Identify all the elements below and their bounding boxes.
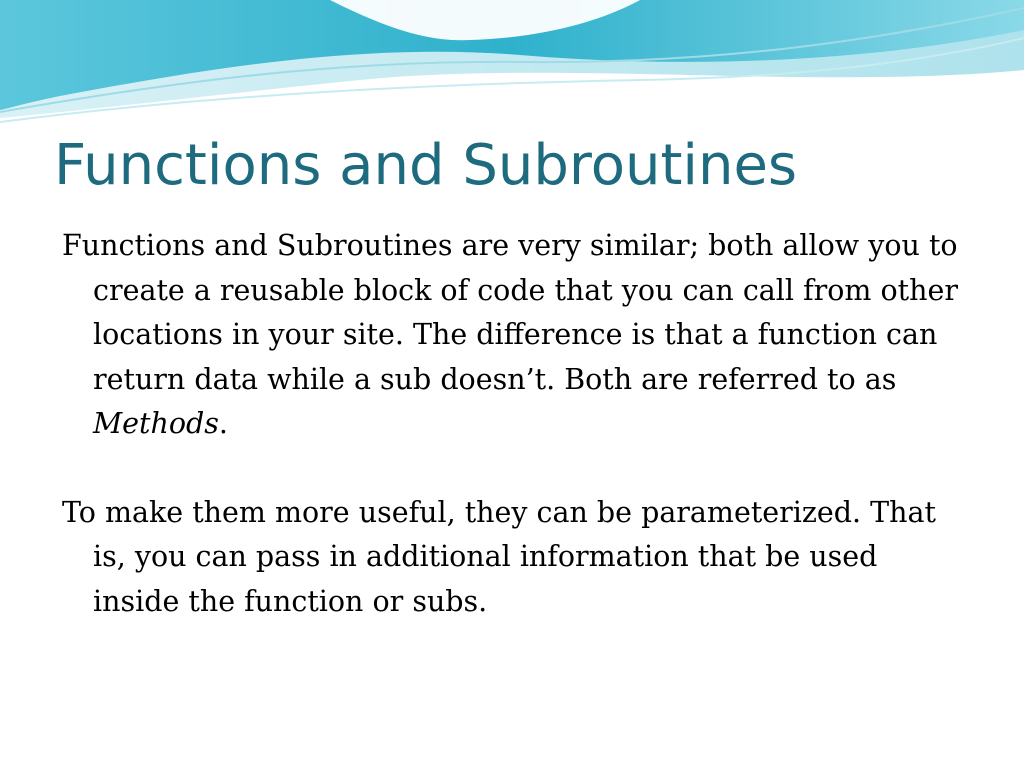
paragraph-1-end: . (218, 407, 228, 440)
slide-body (62, 224, 972, 624)
paragraph-1-text: Functions and Subroutines are very similar; both allow you to create a reusable block of code that you can call from other locations in your site. The difference is that a function can return data while a sub doesn’t. Both are referred to as (62, 229, 958, 396)
slide-title: Functions and Subroutines (54, 133, 798, 198)
paragraph-functions-definition (62, 224, 972, 447)
header-wave-decoration (0, 0, 1024, 130)
paragraph-parameterized (62, 491, 972, 625)
paragraph-1-emphasis: Methods (93, 407, 219, 440)
paragraph-2-text: To make them more useful, they can be parameterized. That is, you can pass in additional information that be used inside the function or subs. (62, 495, 936, 618)
